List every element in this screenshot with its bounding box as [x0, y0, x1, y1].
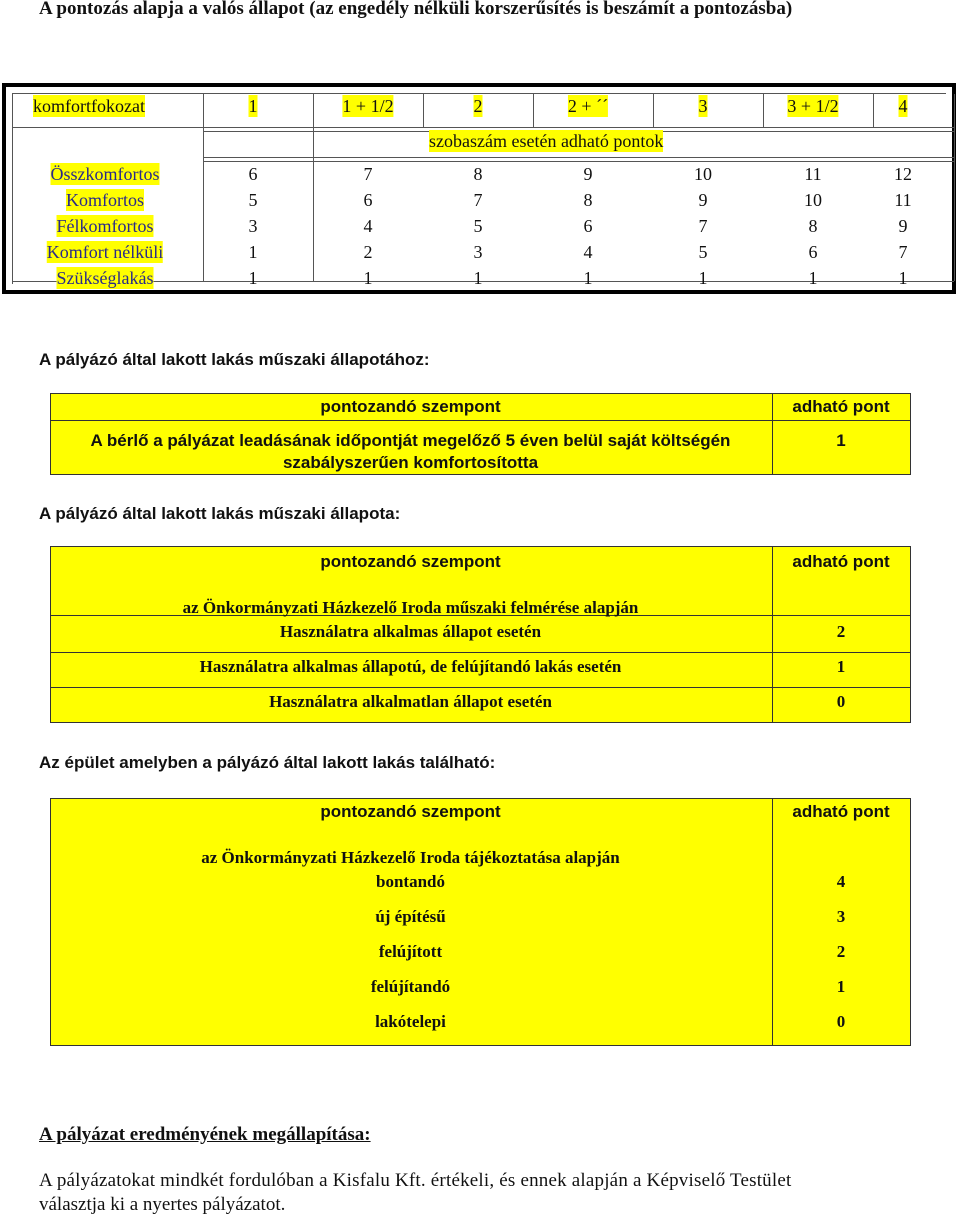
points-cell: 11	[894, 190, 912, 210]
building-item-points: 0	[836, 1012, 846, 1031]
building-item-points: 1	[836, 977, 846, 996]
condition-item-text: Használatra alkalmas állapotú, de felújítandó lakás esetén	[199, 657, 622, 676]
points-cell: 2	[363, 242, 373, 262]
room-count-column-header: 2 + ´´	[567, 96, 609, 116]
points-cell: 9	[583, 164, 593, 184]
criteria-column-header: pontozandó szempont	[320, 397, 501, 416]
building-item-points: 2	[836, 942, 846, 961]
building-item-text: felújított	[378, 942, 443, 961]
points-cell: 3	[248, 216, 258, 236]
points-cell: 8	[473, 164, 483, 184]
points-cell: 1	[898, 268, 908, 288]
renovation-criteria-text-2: szabályszerűen komfortosította	[282, 453, 539, 472]
points-cell: 12	[894, 164, 912, 184]
comfort-row-label: Félkomfortos	[56, 216, 154, 236]
building-item-points: 3	[836, 907, 846, 926]
points-cell: 4	[583, 242, 593, 262]
condition-item-points: 0	[836, 692, 846, 711]
points-column-header: adható pont	[792, 802, 890, 821]
points-cell: 6	[363, 190, 373, 210]
room-count-column-header: 2	[473, 96, 483, 116]
condition-item-text: Használatra alkalmatlan állapot esetén	[269, 692, 552, 711]
room-count-column-header: 3 + 1/2	[787, 96, 839, 116]
result-paragraph-line-1: A pályázatokat mindkét fordulóban a Kisfalu Kft. értékeli, és ennek alapján a Képviselő Testület	[39, 1170, 792, 1191]
points-cell: 11	[804, 164, 822, 184]
points-cell: 8	[808, 216, 818, 236]
condition-item-points: 2	[836, 622, 846, 641]
comfort-level-header: komfortfokozat	[33, 96, 145, 116]
points-cell: 8	[583, 190, 593, 210]
condition-item-points: 1	[836, 657, 846, 676]
points-cell: 5	[698, 242, 708, 262]
points-cell: 9	[698, 190, 708, 210]
room-count-column-header: 4	[898, 96, 908, 116]
result-heading: A pályázat eredményének megállapítása:	[39, 1124, 371, 1145]
points-cell: 1	[808, 268, 818, 288]
building-item-text: felújítandó	[370, 977, 451, 996]
condition-basis-text: az Önkormányzati Házkezelő Iroda műszaki felmérése alapján	[182, 598, 639, 617]
points-cell: 1	[583, 268, 593, 288]
building-item-text: bontandó	[376, 872, 445, 891]
points-cell: 7	[698, 216, 708, 236]
section-condition-heading: A pályázó által lakott lakás műszaki állapota:	[39, 504, 401, 523]
points-cell: 7	[473, 190, 483, 210]
points-cell: 7	[363, 164, 373, 184]
criteria-column-header: pontozandó szempont	[320, 552, 501, 571]
points-cell: 1	[473, 268, 483, 288]
section-technical-heading: A pályázó által lakott lakás műszaki állapotához:	[39, 350, 430, 369]
points-cell: 6	[808, 242, 818, 262]
result-paragraph-line-2: választja ki a nyertes pályázatot.	[39, 1194, 286, 1215]
room-count-column-header: 3	[698, 96, 708, 116]
points-cell: 1	[698, 268, 708, 288]
building-item-points: 4	[836, 872, 846, 891]
building-basis-text: az Önkormányzati Házkezelő Iroda tájékoztatása alapján	[201, 848, 620, 867]
renovation-points: 1	[836, 431, 846, 450]
building-item-text: lakótelepi	[375, 1012, 446, 1031]
page-title: A pontozás alapja a valós állapot (az engedély nélküli korszerűsítés is beszámít a pontozásba)	[39, 0, 793, 19]
comfort-row-label: Szükséglakás	[56, 268, 154, 288]
room-count-subheader: szobaszám esetén adható pontok	[429, 131, 664, 151]
criteria-column-header: pontozandó szempont	[320, 802, 501, 821]
points-cell: 10	[804, 190, 822, 210]
points-cell: 3	[473, 242, 483, 262]
points-column-header: adható pont	[792, 397, 890, 416]
room-count-column-header: 1	[248, 96, 258, 116]
points-cell: 7	[898, 242, 908, 262]
points-cell: 10	[694, 164, 712, 184]
points-cell: 9	[898, 216, 908, 236]
points-cell: 6	[583, 216, 593, 236]
points-cell: 6	[248, 164, 258, 184]
comfort-row-label: Komfortos	[66, 190, 144, 210]
room-count-column-header: 1 + 1/2	[342, 96, 394, 116]
points-cell: 5	[473, 216, 483, 236]
points-cell: 1	[248, 242, 258, 262]
points-cell: 5	[248, 190, 258, 210]
comfort-row-label: Komfort nélküli	[46, 242, 164, 262]
points-cell: 4	[363, 216, 373, 236]
section-building-heading: Az épület amelyben a pályázó által lakott lakás található:	[39, 753, 496, 772]
points-column-header: adható pont	[792, 552, 890, 571]
building-item-text: új építésű	[375, 907, 446, 926]
comfort-row-label: Összkomfortos	[50, 164, 160, 184]
points-cell: 1	[363, 268, 373, 288]
condition-item-text: Használatra alkalmas állapot esetén	[279, 622, 542, 641]
points-cell: 1	[248, 268, 258, 288]
renovation-criteria-text: A bérlő a pályázat leadásának időpontját megelőző 5 éven belül saját költségén	[90, 431, 731, 450]
